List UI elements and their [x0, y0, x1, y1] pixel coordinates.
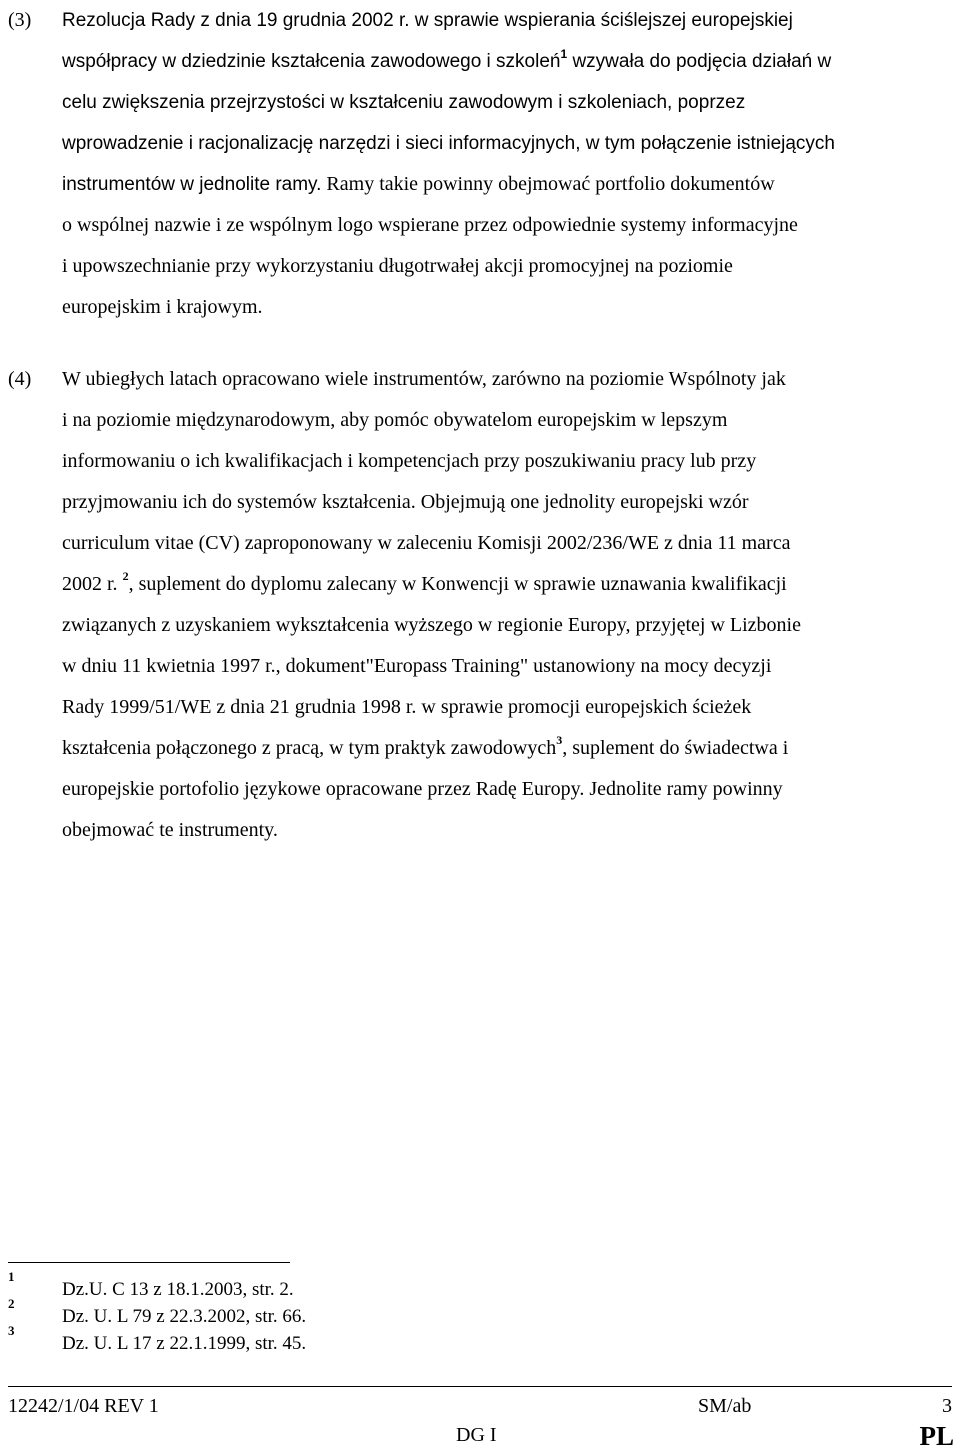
footnote-mark: 1 — [8, 1269, 15, 1284]
footnote-ref: 1 — [560, 46, 568, 61]
text-line: europejskim i krajowym. — [62, 296, 263, 318]
text-line: obejmować te instrumenty. — [62, 819, 278, 841]
text-line — [62, 728, 952, 769]
text-line: curriculum vitae (CV) zaproponowany w zaleceniu Komisji 2002/236/WE z dnia 11 marca — [62, 532, 791, 554]
footnote — [0, 1269, 960, 1304]
footnote-mark: 2 — [8, 1296, 15, 1311]
text-line: Rezolucja Rady z dnia 19 grudnia 2002 r. w sprawie wspierania ściślejszej europejskiej — [62, 10, 793, 31]
text-segment: , suplement do dyplomu zalecany w Konwencji w sprawie uznawania kwalifikacji — [128, 573, 787, 595]
text-line: W ubiegłych latach opracowano wiele instrumentów, zarówno na poziomie Wspólnoty jak — [62, 368, 786, 390]
text-segment: współpracy w dziedzinie kształcenia zawodowego i szkoleń — [62, 51, 561, 72]
footnote — [0, 1296, 960, 1331]
text-line: w dniu 11 kwietnia 1997 r., dokument"Europass Training" ustanowiony na mocy decyzji — [62, 655, 772, 677]
page-number: 3 — [942, 1395, 952, 1417]
text-segment: kształcenia połączonego z pracą, w tym praktyk zawodowych — [62, 737, 557, 759]
footnote-text: Dz. U. L 17 z 22.1.1999, str. 45. — [62, 1333, 307, 1354]
footnote-mark: 3 — [8, 1323, 15, 1338]
text-segment: Ramy takie powinny obejmować portfolio dokumentów — [326, 173, 775, 195]
language-code: PL — [919, 1421, 954, 1451]
text-line — [62, 564, 952, 605]
text-line: wprowadzenie i racjonalizację narzędzi i sieci informacyjnych, w tym połączenie istniejących — [62, 133, 835, 154]
footnote-ref: 2 — [122, 569, 129, 584]
text-line: i na poziomie międzynarodowym, aby pomóc obywatelom europejskim w lepszym — [62, 409, 728, 431]
text-segment: instrumentów w jednolite ramy. — [62, 174, 322, 195]
text-line — [62, 41, 952, 82]
footnote-ref: 3 — [556, 733, 563, 748]
text-line: przyjmowaniu ich do systemów kształcenia. Objejmują one jednolity europejski wzór — [62, 491, 749, 513]
footnote — [0, 1323, 960, 1358]
footnote-text: Dz.U. C 13 z 18.1.2003, str. 2. — [62, 1279, 294, 1300]
text-line: informowaniu o ich kwalifikacjach i kompetencjach przy poszukiwaniu pracy lub przy — [62, 450, 757, 472]
footnote-text: Dz. U. L 79 z 22.3.2002, str. 66. — [62, 1306, 307, 1327]
paragraph-text — [62, 0, 952, 328]
footnote-separator — [8, 1262, 290, 1263]
text-line: i upowszechnianie przy wykorzystaniu długotrwałej akcji promocyjnej na poziomie — [62, 255, 733, 277]
text-line — [62, 164, 952, 205]
text-line: Rady 1999/51/WE z dnia 21 grudnia 1998 r. w sprawie promocji europejskich ścieżek — [62, 696, 752, 718]
footer-separator — [8, 1386, 952, 1387]
directorate-label: DG I — [456, 1424, 497, 1446]
text-segment: 2002 r. — [62, 573, 118, 595]
paragraph-text — [62, 359, 952, 851]
text-segment: wzywała do podjęcia działań w — [572, 51, 832, 72]
text-line: związanych z uzyskaniem wykształcenia wyższego w regionie Europy, przyjętej w Lizbonie — [62, 614, 801, 636]
document-reference: 12242/1/04 REV 1 — [8, 1395, 159, 1417]
text-segment: , suplement do świadectwa i — [562, 737, 789, 759]
text-line: o wspólnej nazwie i ze wspólnym logo wspierane przez odpowiednie systemy informacyjne — [62, 214, 798, 236]
paragraph-number: (4) — [8, 368, 32, 390]
text-line: europejskie portofolio językowe opracowane przez Radę Europy. Jednolite ramy powinny — [62, 778, 783, 800]
paragraph-number: (3) — [8, 9, 32, 31]
author-initials: SM/ab — [698, 1395, 752, 1417]
text-line: celu zwiększenia przejrzystości w kształceniu zawodowym i szkoleniach, poprzez — [62, 92, 746, 113]
